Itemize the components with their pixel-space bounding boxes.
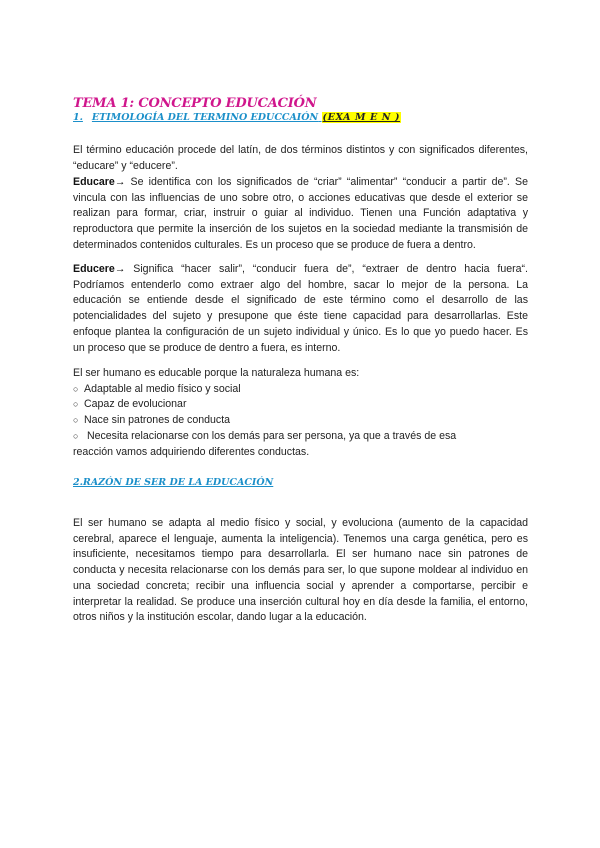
section1-title: ETIMOLOGÍA DEL TERMINO EDUCCAIÓN (91, 112, 319, 123)
list-item-continuation: reacción vamos adquiriendo diferentes conductas. (73, 445, 310, 458)
list-item: ○ Necesita relacionarse con los demás para ser persona, ya que a través de esa (73, 429, 528, 445)
section1-heading (73, 112, 401, 123)
bullet-icon: ○ (73, 430, 79, 441)
exam-highlight-tag: (EXA M E N ) (322, 112, 401, 123)
list-item: ○ Nace sin patrones de conducta (73, 413, 528, 429)
educere-paragraph-block (73, 262, 528, 356)
intro-paragraph-block (73, 143, 528, 174)
section1-number: 1. (73, 112, 83, 123)
list-item: ○ Adaptable al medio físico y social (73, 382, 528, 398)
bullet-icon: ○ (73, 415, 79, 426)
educere-definition: Significa “hacer salir”, “conducir fuera de”, “extraer de dentro hacia fuera“. Podríamos entenderlo como extraer algo del hombre, sacar lo mejor de la persona. La educación se entiende desde el significado de este término como el desarrollo de las potencialidades del sujeto y presupone que éste tiene capacidad para desarrollarlas. Este enfoque plantea la configuración de un sujeto individual y único. Es lo que yo puedo hacer. Es un proceso que se produce de dentro a fuera, es interno. (73, 263, 528, 354)
page-title: TEMA 1: CONCEPTO EDUCACIÓN (73, 96, 317, 111)
educare-term: Educare→ (73, 176, 126, 188)
section2-heading: 2.RAZÓN DE SER DE LA EDUCACIÓN (73, 477, 274, 488)
educere-paragraph (73, 262, 528, 356)
list-item: ○ Capaz de evolucionar (73, 397, 528, 413)
educable-intro: El ser humano es educable porque la naturaleza humana es: (73, 367, 360, 379)
educare-paragraph (73, 175, 528, 254)
section2-paragraph-block (73, 516, 528, 626)
bullet-icon: ○ (73, 399, 79, 410)
educere-term: Educere→ (73, 263, 126, 275)
section2-paragraph: El ser humano se adapta al medio físico y social, y evoluciona (aumento de la capacidad cerebral, aparece el lenguaje, aumenta la inteligencia). Tenemos una carga genética, pero es insuficiente, necesitamos tiempo para desarrollarla. El ser humano nace sin patrones de conducta y necesita relacionarse con los demás para ser, lo que supone moldear al individuo en una sociedad concreta; recibir una influencia social y aprender a comportarse, percibir e interpretar la realidad. Se produce una inserción cultural hoy en día desde la familia, el entorno, otros niños y la institución escolar, dando lugar a la educación. (73, 517, 528, 624)
educable-block (73, 366, 528, 460)
educable-list (73, 382, 528, 461)
intro-paragraph: El término educación procede del latín, de dos términos distintos y con significados diferentes, “educare” y “educere”. (73, 144, 528, 172)
educare-paragraph-block (73, 175, 528, 254)
bullet-icon: ○ (73, 383, 79, 394)
educare-definition: Se identifica con los significados de “criar” “alimentar” “conducir a partir de”. Se vincula con las influencias de uno sobre otro, o acciones educativas que desde el exterior se realizan para formar, criar, instruir o guiar al individuo. Tienen una Función adaptativa y reproductora que permite la inserción de los sujetos en la sociedad mediante la transmisión de determinados contenidos culturales. Es un proceso que se produce de fuera a dentro. (73, 176, 528, 251)
